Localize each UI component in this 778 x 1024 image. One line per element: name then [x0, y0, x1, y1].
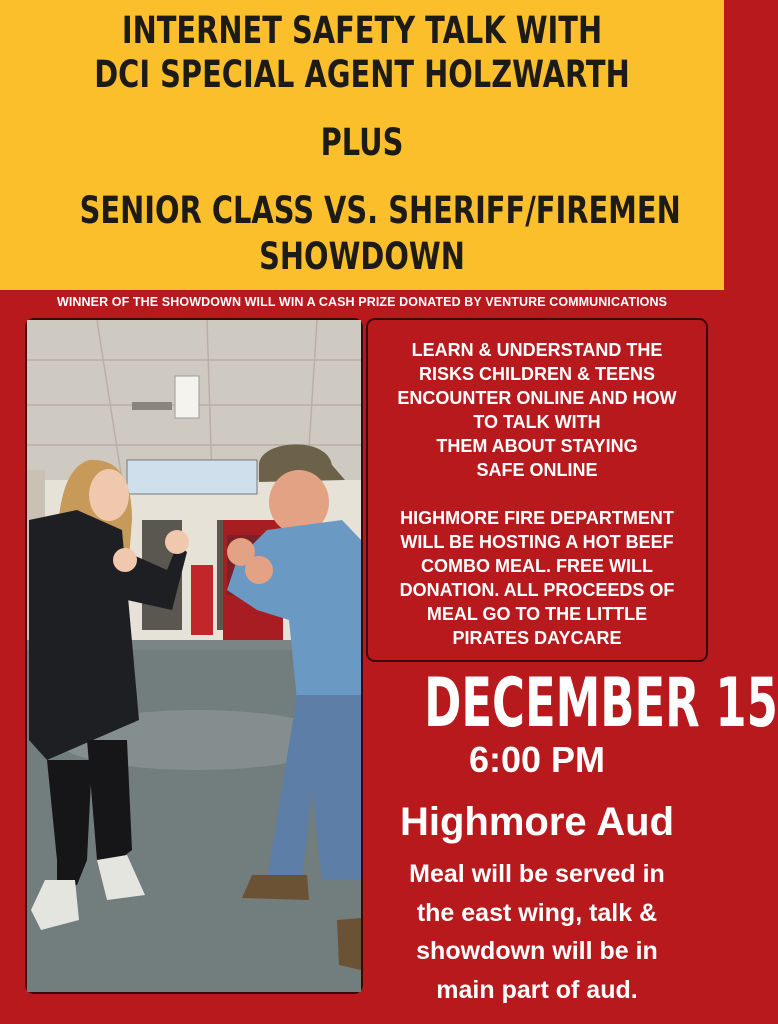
prize-banner: WINNER OF THE SHOWDOWN WILL WIN A CASH PRIZE DONATED BY VENTURE COMMUNICATIONS — [56, 295, 668, 309]
event-venue: Highmore Aud — [399, 800, 675, 844]
title-line-4: SENIOR CLASS VS. SHERIFF/FIREMEN — [79, 189, 681, 232]
photo-illustration — [27, 320, 361, 992]
info-line: DONATION. ALL PROCEEDS OF — [399, 580, 675, 600]
header-section — [0, 0, 724, 290]
paragraph-gap — [368, 482, 706, 506]
title-line-2: DCI SPECIAL AGENT HOLZWARTH — [94, 53, 630, 96]
note-line: showdown will be in — [416, 937, 658, 965]
info-line: TO TALK WITH — [473, 412, 601, 432]
meal-note — [366, 855, 708, 1009]
event-photo — [25, 318, 363, 994]
info-line: SAFE ONLINE — [476, 460, 598, 480]
info-line: ENCOUNTER ONLINE AND HOW — [397, 388, 677, 408]
info-line: COMBO MEAL. FREE WILL — [421, 556, 653, 576]
event-time: 6:00 PM — [468, 739, 606, 780]
event-date: DECEMBER 15 — [424, 664, 778, 743]
info-line: PIRATES DAYCARE — [452, 628, 622, 648]
title-plus: PLUS — [320, 121, 404, 164]
title-line-5: SHOWDOWN — [259, 235, 465, 278]
info-line: RISKS CHILDREN & TEENS — [418, 364, 656, 384]
info-line: THEM ABOUT STAYING — [436, 436, 638, 456]
note-line: Meal will be served in — [409, 860, 665, 888]
info-line: LEARN & UNDERSTAND THE — [411, 340, 663, 360]
title-line-1: INTERNET SAFETY TALK WITH — [121, 9, 603, 52]
info-line: HIGHMORE FIRE DEPARTMENT — [400, 508, 674, 528]
note-line: the east wing, talk & — [416, 898, 658, 927]
info-line: MEAL GO TO THE LITTLE — [426, 604, 648, 624]
note-line: main part of aud. — [436, 975, 638, 1004]
info-line: WILL BE HOSTING A HOT BEEF — [400, 532, 674, 552]
info-box — [366, 318, 708, 662]
